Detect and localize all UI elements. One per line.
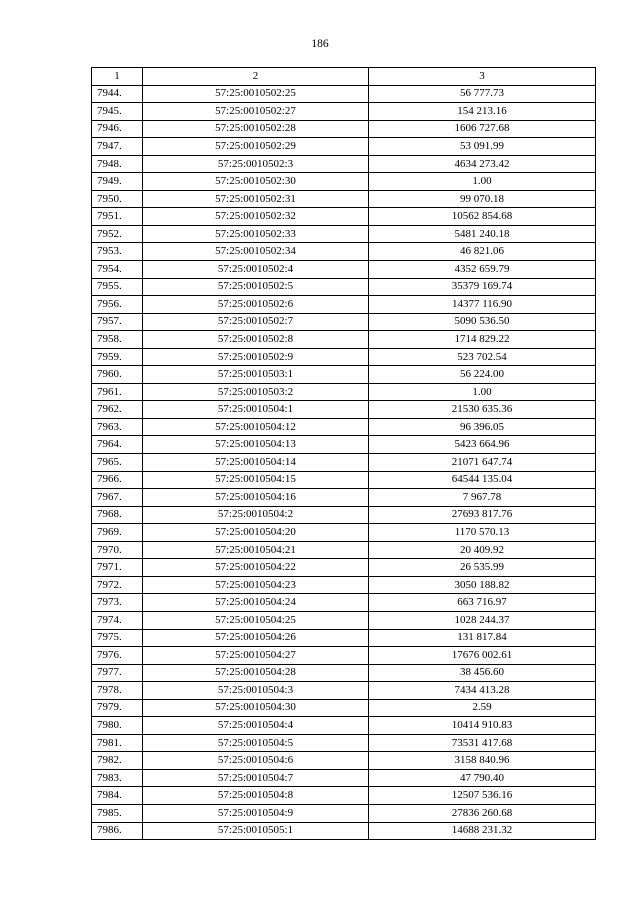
row-number-cell: 7965. bbox=[92, 454, 143, 472]
cadastral-number-cell: 57:25:0010504:15 bbox=[143, 471, 369, 489]
table-row bbox=[92, 278, 596, 296]
cadastral-number-cell: 57:25:0010504:25 bbox=[143, 611, 369, 629]
value-cell: 27836 260.68 bbox=[369, 804, 596, 822]
cadastral-number-cell: 57:25:0010504:16 bbox=[143, 489, 369, 507]
cadastral-number-cell: 57:25:0010502:25 bbox=[143, 85, 369, 103]
cadastral-number-cell: 57:25:0010504:27 bbox=[143, 647, 369, 665]
cadastral-number-cell: 57:25:0010503:1 bbox=[143, 366, 369, 384]
table-row bbox=[92, 471, 596, 489]
header-row bbox=[92, 68, 596, 86]
value-cell: 27693 817.76 bbox=[369, 506, 596, 524]
row-number-cell: 7963. bbox=[92, 418, 143, 436]
table-row bbox=[92, 436, 596, 454]
row-number-cell: 7945. bbox=[92, 103, 143, 121]
cadastral-number-cell: 57:25:0010504:8 bbox=[143, 787, 369, 805]
table-row bbox=[92, 594, 596, 612]
cadastral-number-cell: 57:25:0010504:12 bbox=[143, 418, 369, 436]
row-number-cell: 7960. bbox=[92, 366, 143, 384]
row-number-cell: 7962. bbox=[92, 401, 143, 419]
row-number-cell: 7986. bbox=[92, 822, 143, 840]
row-number-cell: 7946. bbox=[92, 120, 143, 138]
row-number-cell: 7979. bbox=[92, 699, 143, 717]
table-row bbox=[92, 454, 596, 472]
table-row bbox=[92, 243, 596, 261]
value-cell: 73531 417.68 bbox=[369, 734, 596, 752]
cadastral-number-cell: 57:25:0010502:34 bbox=[143, 243, 369, 261]
row-number-cell: 7973. bbox=[92, 594, 143, 612]
cadastral-number-cell: 57:25:0010502:7 bbox=[143, 313, 369, 331]
table-row bbox=[92, 401, 596, 419]
value-cell: 14688 231.32 bbox=[369, 822, 596, 840]
value-cell: 4352 659.79 bbox=[369, 261, 596, 279]
table-row bbox=[92, 85, 596, 103]
table-row bbox=[92, 120, 596, 138]
row-number-cell: 7976. bbox=[92, 647, 143, 665]
table-row bbox=[92, 752, 596, 770]
row-number-cell: 7971. bbox=[92, 559, 143, 577]
table-row bbox=[92, 524, 596, 542]
row-number-cell: 7954. bbox=[92, 261, 143, 279]
row-number-cell: 7966. bbox=[92, 471, 143, 489]
table-row bbox=[92, 717, 596, 735]
value-cell: 1606 727.68 bbox=[369, 120, 596, 138]
cadastral-number-cell: 57:25:0010502:4 bbox=[143, 261, 369, 279]
value-cell: 1170 570.13 bbox=[369, 524, 596, 542]
cadastral-number-cell: 57:25:0010504:20 bbox=[143, 524, 369, 542]
value-cell: 2.59 bbox=[369, 699, 596, 717]
table-row bbox=[92, 822, 596, 840]
value-cell: 35379 169.74 bbox=[369, 278, 596, 296]
cadastral-number-cell: 57:25:0010505:1 bbox=[143, 822, 369, 840]
value-cell: 21071 647.74 bbox=[369, 454, 596, 472]
cadastral-number-cell: 57:25:0010504:5 bbox=[143, 734, 369, 752]
table-row bbox=[92, 769, 596, 787]
value-cell: 10414 910.83 bbox=[369, 717, 596, 735]
value-cell: 663 716.97 bbox=[369, 594, 596, 612]
value-cell: 12507 536.16 bbox=[369, 787, 596, 805]
table-row bbox=[92, 418, 596, 436]
cadastral-number-cell: 57:25:0010504:24 bbox=[143, 594, 369, 612]
cadastral-number-cell: 57:25:0010504:7 bbox=[143, 769, 369, 787]
cadastral-number-cell: 57:25:0010504:3 bbox=[143, 682, 369, 700]
row-number-cell: 7955. bbox=[92, 278, 143, 296]
table-row bbox=[92, 155, 596, 173]
table-row bbox=[92, 734, 596, 752]
row-number-cell: 7956. bbox=[92, 296, 143, 314]
value-cell: 46 821.06 bbox=[369, 243, 596, 261]
row-number-cell: 7981. bbox=[92, 734, 143, 752]
table-row bbox=[92, 225, 596, 243]
row-number-cell: 7967. bbox=[92, 489, 143, 507]
value-cell: 131 817.84 bbox=[369, 629, 596, 647]
row-number-cell: 7980. bbox=[92, 717, 143, 735]
cadastral-number-cell: 57:25:0010502:29 bbox=[143, 138, 369, 156]
cadastral-number-cell: 57:25:0010502:8 bbox=[143, 331, 369, 349]
table-row bbox=[92, 296, 596, 314]
row-number-cell: 7978. bbox=[92, 682, 143, 700]
table-row bbox=[92, 208, 596, 226]
column-header-3: 3 bbox=[369, 68, 596, 86]
value-cell: 523 702.54 bbox=[369, 348, 596, 366]
cadastral-number-cell: 57:25:0010502:27 bbox=[143, 103, 369, 121]
value-cell: 26 535.99 bbox=[369, 559, 596, 577]
cadastral-number-cell: 57:25:0010504:28 bbox=[143, 664, 369, 682]
cadastral-number-cell: 57:25:0010502:28 bbox=[143, 120, 369, 138]
row-number-cell: 7982. bbox=[92, 752, 143, 770]
cadastral-number-cell: 57:25:0010504:13 bbox=[143, 436, 369, 454]
table-row bbox=[92, 559, 596, 577]
table-row bbox=[92, 261, 596, 279]
value-cell: 21530 635.36 bbox=[369, 401, 596, 419]
table-row bbox=[92, 331, 596, 349]
table-row bbox=[92, 664, 596, 682]
value-cell: 56 224.00 bbox=[369, 366, 596, 384]
value-cell: 1.00 bbox=[369, 383, 596, 401]
row-number-cell: 7959. bbox=[92, 348, 143, 366]
row-number-cell: 7974. bbox=[92, 611, 143, 629]
row-number-cell: 7958. bbox=[92, 331, 143, 349]
table-row bbox=[92, 190, 596, 208]
value-cell: 20 409.92 bbox=[369, 541, 596, 559]
cadastral-number-cell: 57:25:0010504:30 bbox=[143, 699, 369, 717]
cadastral-number-cell: 57:25:0010502:5 bbox=[143, 278, 369, 296]
table-row bbox=[92, 787, 596, 805]
value-cell: 5481 240.18 bbox=[369, 225, 596, 243]
row-number-cell: 7968. bbox=[92, 506, 143, 524]
row-number-cell: 7972. bbox=[92, 576, 143, 594]
cadastral-number-cell: 57:25:0010502:3 bbox=[143, 155, 369, 173]
cadastral-number-cell: 57:25:0010503:2 bbox=[143, 383, 369, 401]
row-number-cell: 7947. bbox=[92, 138, 143, 156]
table-row bbox=[92, 383, 596, 401]
value-cell: 56 777.73 bbox=[369, 85, 596, 103]
cadastral-number-cell: 57:25:0010504:26 bbox=[143, 629, 369, 647]
value-cell: 7 967.78 bbox=[369, 489, 596, 507]
cadastral-number-cell: 57:25:0010504:22 bbox=[143, 559, 369, 577]
value-cell: 5423 664.96 bbox=[369, 436, 596, 454]
value-cell: 64544 135.04 bbox=[369, 471, 596, 489]
value-cell: 5090 536.50 bbox=[369, 313, 596, 331]
row-number-cell: 7944. bbox=[92, 85, 143, 103]
row-number-cell: 7977. bbox=[92, 664, 143, 682]
cadastral-number-cell: 57:25:0010504:21 bbox=[143, 541, 369, 559]
row-number-cell: 7984. bbox=[92, 787, 143, 805]
column-header-2: 2 bbox=[143, 68, 369, 86]
table-row bbox=[92, 348, 596, 366]
row-number-cell: 7948. bbox=[92, 155, 143, 173]
row-number-cell: 7969. bbox=[92, 524, 143, 542]
cadastral-number-cell: 57:25:0010502:32 bbox=[143, 208, 369, 226]
row-number-cell: 7951. bbox=[92, 208, 143, 226]
value-cell: 7434 413.28 bbox=[369, 682, 596, 700]
value-cell: 4634 273.42 bbox=[369, 155, 596, 173]
table-row bbox=[92, 647, 596, 665]
table-row bbox=[92, 629, 596, 647]
column-header-1: 1 bbox=[92, 68, 143, 86]
value-cell: 10562 854.68 bbox=[369, 208, 596, 226]
table-row bbox=[92, 682, 596, 700]
row-number-cell: 7953. bbox=[92, 243, 143, 261]
cadastral-number-cell: 57:25:0010504:2 bbox=[143, 506, 369, 524]
table-row bbox=[92, 611, 596, 629]
cadastral-number-cell: 57:25:0010504:4 bbox=[143, 717, 369, 735]
value-cell: 14377 116.90 bbox=[369, 296, 596, 314]
cadastral-number-cell: 57:25:0010502:30 bbox=[143, 173, 369, 191]
value-cell: 17676 002.61 bbox=[369, 647, 596, 665]
table-body bbox=[92, 85, 596, 840]
table-row bbox=[92, 576, 596, 594]
row-number-cell: 7950. bbox=[92, 190, 143, 208]
row-number-cell: 7964. bbox=[92, 436, 143, 454]
row-number-cell: 7983. bbox=[92, 769, 143, 787]
cadastral-number-cell: 57:25:0010504:1 bbox=[143, 401, 369, 419]
value-cell: 38 456.60 bbox=[369, 664, 596, 682]
cadastral-number-cell: 57:25:0010504:14 bbox=[143, 454, 369, 472]
table-header bbox=[92, 68, 596, 86]
table-row bbox=[92, 103, 596, 121]
row-number-cell: 7985. bbox=[92, 804, 143, 822]
value-cell: 53 091.99 bbox=[369, 138, 596, 156]
cadastral-number-cell: 57:25:0010504:9 bbox=[143, 804, 369, 822]
cadastral-number-cell: 57:25:0010502:9 bbox=[143, 348, 369, 366]
value-cell: 47 790.40 bbox=[369, 769, 596, 787]
table-row bbox=[92, 804, 596, 822]
cadastral-number-cell: 57:25:0010502:33 bbox=[143, 225, 369, 243]
value-cell: 99 070.18 bbox=[369, 190, 596, 208]
row-number-cell: 7970. bbox=[92, 541, 143, 559]
table-row bbox=[92, 138, 596, 156]
row-number-cell: 7961. bbox=[92, 383, 143, 401]
page-number: 186 bbox=[311, 38, 329, 50]
cadastral-number-cell: 57:25:0010504:6 bbox=[143, 752, 369, 770]
value-cell: 3158 840.96 bbox=[369, 752, 596, 770]
row-number-cell: 7975. bbox=[92, 629, 143, 647]
data-table bbox=[91, 67, 596, 840]
value-cell: 1714 829.22 bbox=[369, 331, 596, 349]
table-row bbox=[92, 489, 596, 507]
table-row bbox=[92, 173, 596, 191]
table-row bbox=[92, 313, 596, 331]
table-row bbox=[92, 366, 596, 384]
value-cell: 1.00 bbox=[369, 173, 596, 191]
row-number-cell: 7957. bbox=[92, 313, 143, 331]
row-number-cell: 7949. bbox=[92, 173, 143, 191]
cadastral-number-cell: 57:25:0010502:31 bbox=[143, 190, 369, 208]
value-cell: 154 213.16 bbox=[369, 103, 596, 121]
value-cell: 1028 244.37 bbox=[369, 611, 596, 629]
table-row bbox=[92, 699, 596, 717]
row-number-cell: 7952. bbox=[92, 225, 143, 243]
table-row bbox=[92, 541, 596, 559]
cadastral-number-cell: 57:25:0010502:6 bbox=[143, 296, 369, 314]
cadastral-number-cell: 57:25:0010504:23 bbox=[143, 576, 369, 594]
value-cell: 96 396.05 bbox=[369, 418, 596, 436]
value-cell: 3050 188.82 bbox=[369, 576, 596, 594]
table-row bbox=[92, 506, 596, 524]
